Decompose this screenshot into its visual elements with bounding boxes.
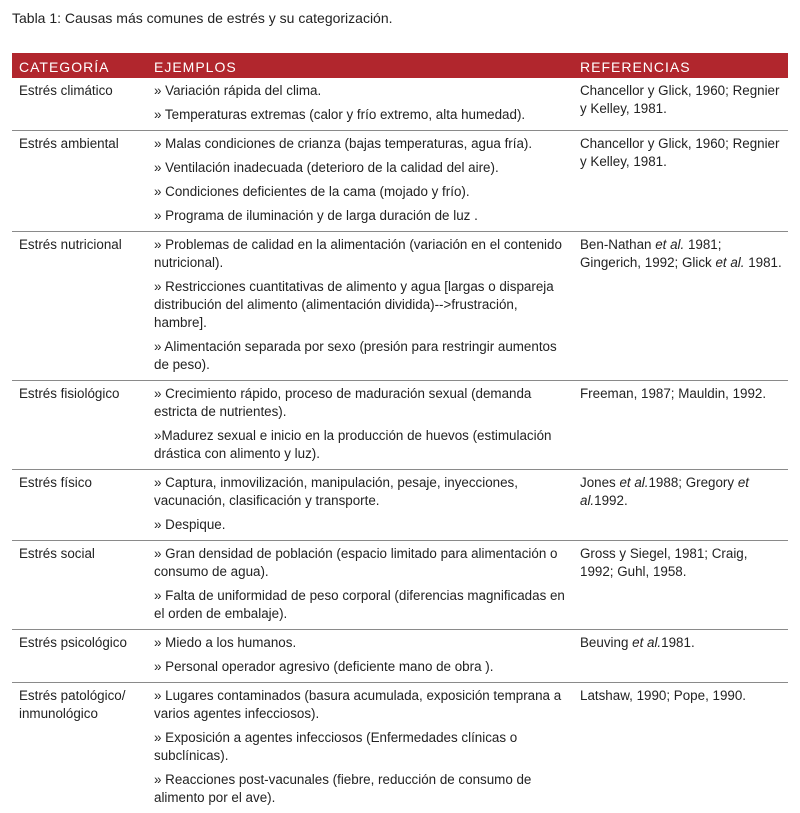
references-cell: Gross y Siegel, 1981; Craig, 1992; Guhl, 1958. [573,541,788,630]
example-item: » Programa de iluminación y de larga duración de luz . [154,207,567,225]
example-item: » Exposición a agentes infecciosos (Enfermedades clínicas o subclínicas). [154,729,567,765]
references-cell: Latshaw, 1990; Pope, 1990. [573,683,788,813]
references-cell: Ben-Nathan et al. 1981; Gingerich, 1992; Glick et al. 1981. [573,232,788,381]
examples-cell [147,232,573,381]
category-cell: Estrés climático [12,78,147,131]
example-item: » Crecimiento rápido, proceso de maduración sexual (demanda estricta de nutrientes). [154,385,567,421]
table-body [12,78,788,813]
header-row [12,53,788,78]
references-cell: Freeman, 1987; Mauldin, 1992. [573,381,788,470]
table-header [12,53,788,78]
category-cell: Estrés físico [12,470,147,541]
example-item: » Restricciones cuantitativas de alimento y agua [largas o dispareja distribución del alimento (alimentación dividida)-->frustración, hambre]. [154,278,567,332]
table-row [12,630,788,683]
example-item: » Problemas de calidad en la alimentación (variación en el contenido nutricional). [154,236,567,272]
category-cell: Estrés fisiológico [12,381,147,470]
table-row [12,683,788,813]
example-item: » Temperaturas extremas (calor y frío extremo, alta humedad). [154,106,567,124]
example-item: » Lugares contaminados (basura acumulada, exposición temprana a varios agentes infecciosos). [154,687,567,723]
stress-causes-table [12,53,788,813]
header-examples: EJEMPLOS [147,53,573,78]
example-item: »Madurez sexual e inicio en la producción de huevos (estimulación drástica con alimento y luz). [154,427,567,463]
examples-cell [147,470,573,541]
example-item: » Malas condiciones de crianza (bajas temperaturas, agua fría). [154,135,567,153]
example-item: » Miedo a los humanos. [154,634,567,652]
example-item: » Despique. [154,516,567,534]
references-cell: Chancellor y Glick, 1960; Regnier y Kelley, 1981. [573,131,788,232]
examples-cell [147,541,573,630]
examples-cell [147,381,573,470]
category-cell: Estrés patológico/ inmunológico [12,683,147,813]
example-item: » Gran densidad de población (espacio limitado para alimentación o consumo de agua). [154,545,567,581]
table-row [12,470,788,541]
example-item: » Reacciones post-vacunales (fiebre, reducción de consumo de alimento por el ave). [154,771,567,807]
table-caption: Tabla 1: Causas más comunes de estrés y su categorización. [12,10,393,26]
category-cell: Estrés social [12,541,147,630]
example-item: » Captura, inmovilización, manipulación, pesaje, inyecciones, vacunación, clasificación y transporte. [154,474,567,510]
header-references: REFERENCIAS [573,53,788,78]
example-item: » Condiciones deficientes de la cama (mojado y frío). [154,183,567,201]
examples-cell [147,78,573,131]
examples-cell [147,683,573,813]
table-row [12,381,788,470]
references-cell: Chancellor y Glick, 1960; Regnier y Kelley, 1981. [573,78,788,131]
examples-cell [147,630,573,683]
references-cell: Jones et al.1988; Gregory et al.1992. [573,470,788,541]
example-item: » Falta de uniformidad de peso corporal (diferencias magnificadas en el orden de embalaje). [154,587,567,623]
table-row [12,131,788,232]
category-cell: Estrés nutricional [12,232,147,381]
table-row [12,232,788,381]
examples-cell [147,131,573,232]
category-cell: Estrés psicológico [12,630,147,683]
category-cell: Estrés ambiental [12,131,147,232]
example-item: » Alimentación separada por sexo (presión para restringir aumentos de peso). [154,338,567,374]
example-item: » Variación rápida del clima. [154,82,567,100]
table-row [12,78,788,131]
example-item: » Personal operador agresivo (deficiente mano de obra ). [154,658,567,676]
references-cell: Beuving et al.1981. [573,630,788,683]
header-category: CATEGORÍA [12,53,147,78]
example-item: » Ventilación inadecuada (deterioro de la calidad del aire). [154,159,567,177]
table-row [12,541,788,630]
